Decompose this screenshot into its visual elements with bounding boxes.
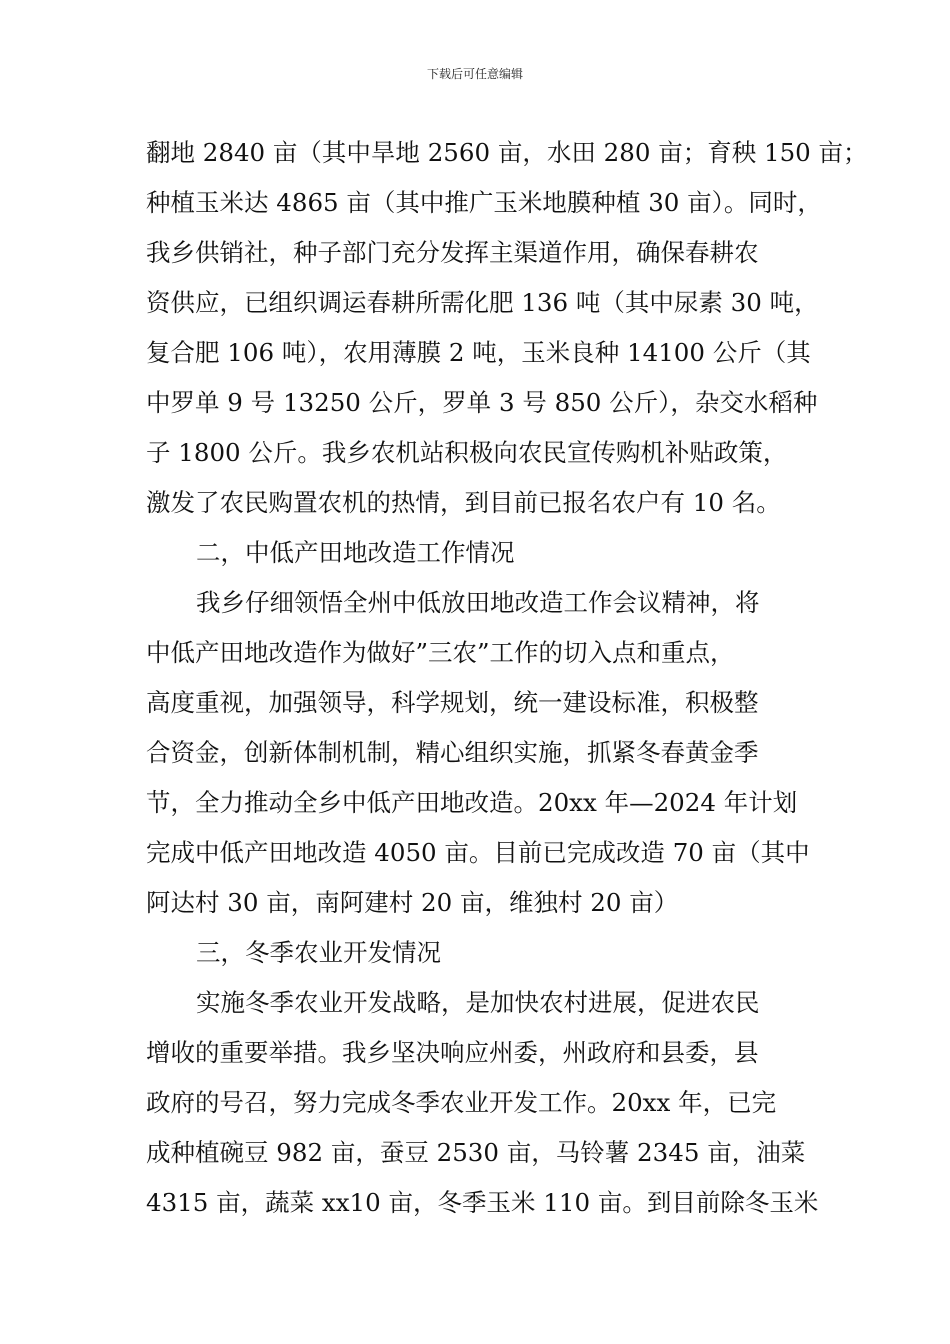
text-line: 合资金，创新体制机制，精心组织实施，抓紧冬春黄金季 — [146, 738, 759, 767]
text-line: 资供应，已组织调运春耕所需化肥 136 吨（其中尿素 30 吨， — [146, 288, 819, 317]
paragraph-first-line: 实施冬季农业开发战略，是加快农村进展，促进农民 — [196, 988, 760, 1017]
text-line: 完成中低产田地改造 4050 亩。目前已完成改造 70 亩（其中 — [146, 838, 810, 867]
section-heading: 三，冬季农业开发情况 — [196, 938, 441, 967]
text-line: 中罗单 9 号 13250 公斤，罗单 3 号 850 公斤），杂交水稻种 — [146, 388, 818, 417]
page-header: 下载后可任意编辑 — [426, 67, 523, 81]
text-line: 节，全力推动全乡中低产田地改造。20xx 年—2024 年计划 — [146, 788, 798, 817]
document-body — [146, 128, 868, 1228]
paragraph-first-line: 我乡仔细领悟全州中低放田地改造工作会议精神，将 — [196, 588, 760, 617]
text-line: 种植玉米达 4865 亩（其中推广玉米地膜种植 30 亩）。同时， — [146, 188, 822, 217]
text-line: 4315 亩，蔬菜 xx10 亩，冬季玉米 110 亩。到目前除冬玉米 — [146, 1188, 819, 1217]
text-line: 子 1800 公斤。我乡农机站积极向农民宣传购机补贴政策， — [146, 438, 788, 467]
text-line: 阿达村 30 亩，南阿建村 20 亩，维独村 20 亩） — [146, 888, 679, 917]
text-line: 政府的号召，努力完成冬季农业开发工作。20xx 年，已完 — [146, 1088, 777, 1117]
text-line: 成种植碗豆 982 亩，蚕豆 2530 亩，马铃薯 2345 亩，油菜 — [146, 1138, 806, 1167]
text-line: 复合肥 106 吨），农用薄膜 2 吨，玉米良种 14100 公斤（其 — [146, 338, 811, 367]
text-line: 我乡供销社，种子部门充分发挥主渠道作用，确保春耕农 — [146, 238, 759, 267]
text-line: 翻地 2840 亩（其中旱地 2560 亩，水田 280 亩；育秧 150 亩； — [146, 138, 868, 167]
section-heading: 二，中低产田地改造工作情况 — [196, 538, 515, 567]
text-line: 高度重视，加强领导，科学规划，统一建设标准，积极整 — [146, 688, 759, 717]
text-line: 激发了农民购置农机的热情，到目前已报名农户有 10 名。 — [146, 488, 781, 517]
text-line: 增收的重要举措。我乡坚决响应州委，州政府和县委，县 — [146, 1038, 759, 1067]
text-line: 中低产田地改造作为做好”三农”工作的切入点和重点， — [146, 638, 735, 667]
